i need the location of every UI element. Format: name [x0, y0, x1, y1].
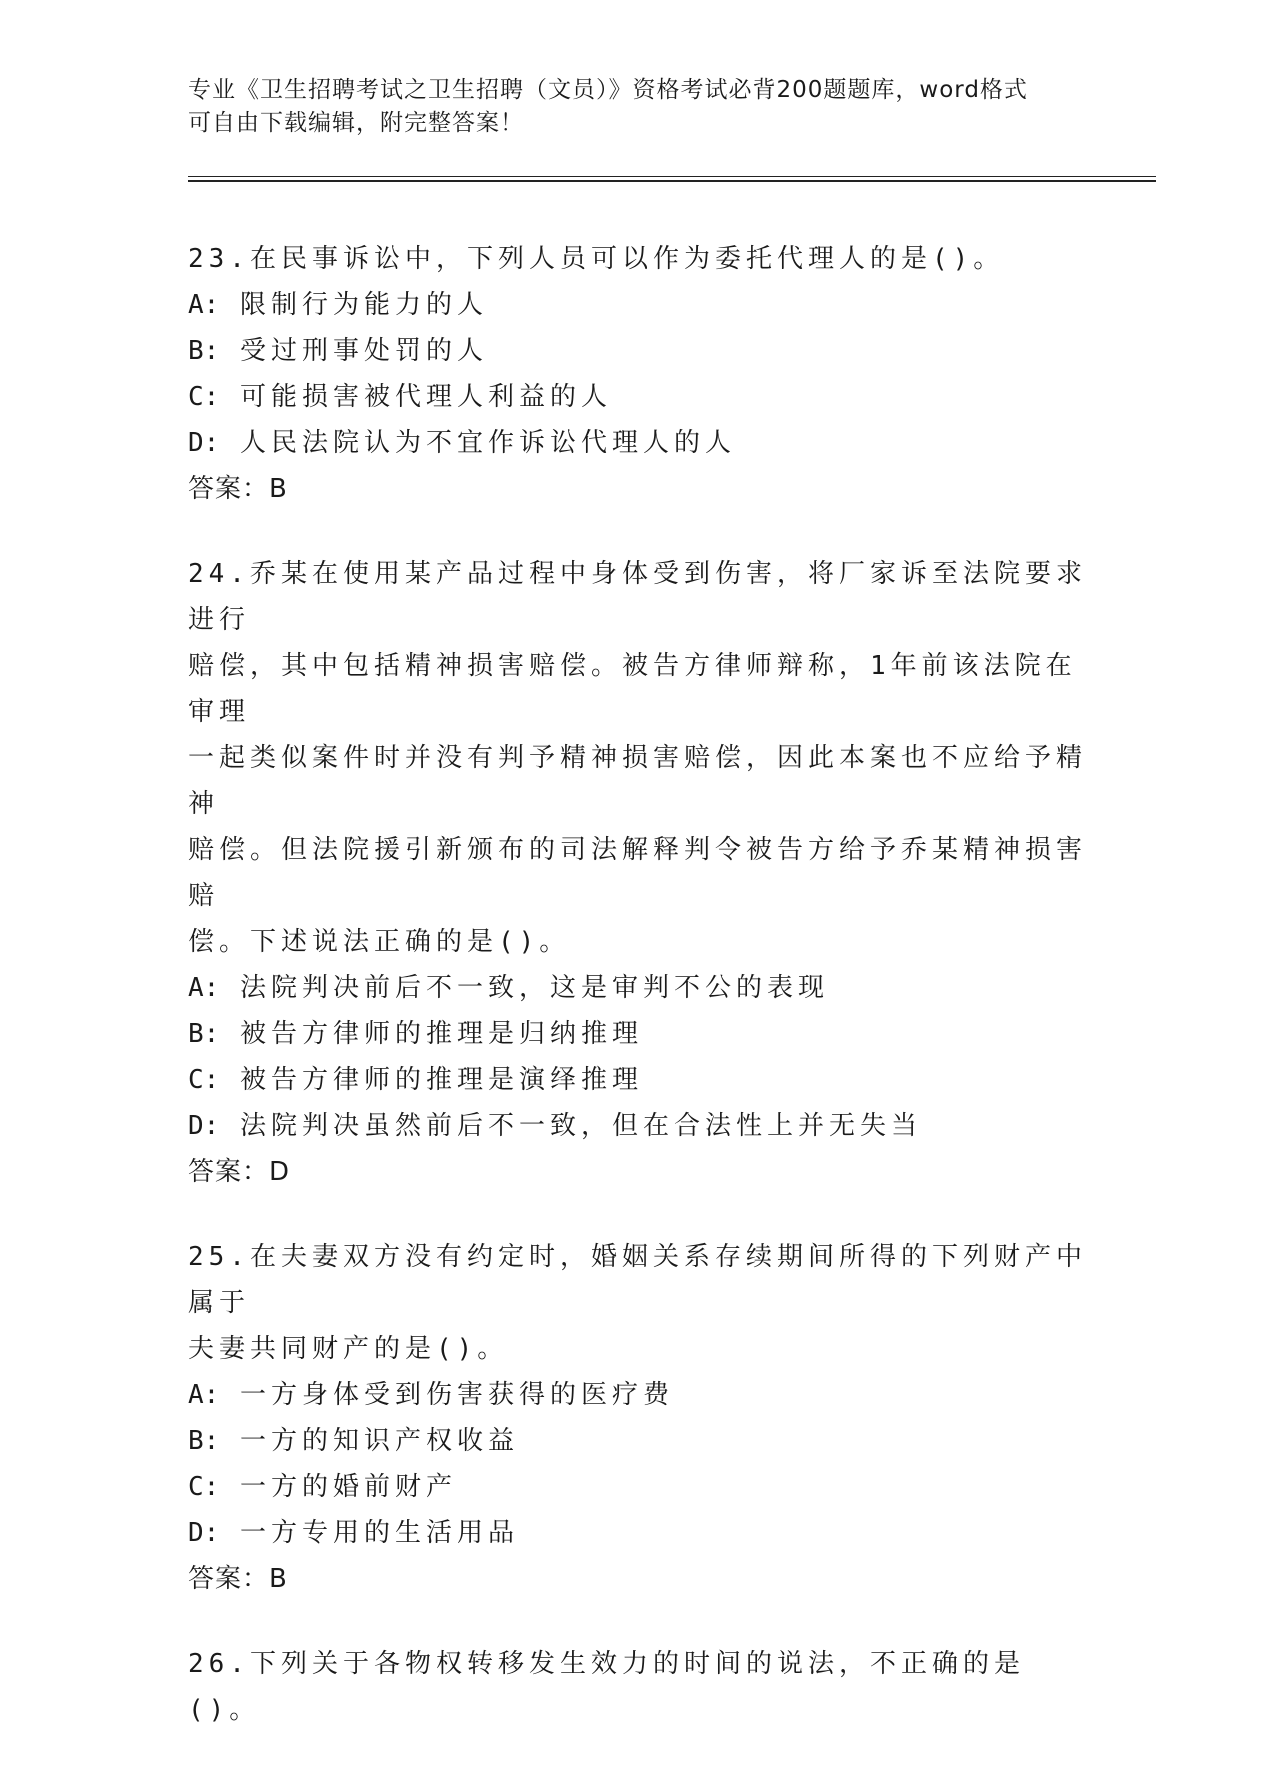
option-text: 法院判决前后不一致，这是审判不公的表现 [239, 973, 829, 1003]
option-a [188, 1372, 1088, 1418]
option-text: 受过刑事处罚的人 [239, 336, 488, 366]
question-26 [188, 1641, 1088, 1733]
option-letter: D: [188, 428, 220, 458]
header-title-line-2: 可自由下载编辑，附完整答案！ [188, 110, 524, 136]
option-text: 一方的婚前财产 [239, 1472, 457, 1502]
option-b [188, 1011, 1088, 1057]
question-list [188, 236, 1088, 1772]
option-d [188, 1510, 1088, 1556]
option-text: 一方专用的生活用品 [239, 1518, 519, 1548]
question-stem-line: 赔偿，其中包括精神损害赔偿。被告方律师辩称，1年前该法院在审理 [188, 651, 1077, 727]
question-stem-line: 偿。下述说法正确的是()。 [188, 927, 571, 957]
question-23 [188, 236, 1088, 512]
option-c [188, 1464, 1088, 1510]
question-stem-line: 赔偿。但法院援引新颁布的司法解释判令被告方给予乔某精神损害赔 [188, 835, 1088, 911]
option-c [188, 1057, 1088, 1103]
option-text: 被告方律师的推理是演绎推理 [239, 1065, 643, 1095]
answer-line: 答案：B [188, 1564, 288, 1594]
option-text: 限制行为能力的人 [239, 290, 488, 320]
option-text: 一方身体受到伤害获得的医疗费 [239, 1380, 674, 1410]
option-text: 一方的知识产权收益 [239, 1426, 519, 1456]
option-text: 可能损害被代理人利益的人 [239, 382, 612, 412]
question-stem-line: 26.下列关于各物权转移发生效力的时间的说法，不正确的是()。 [188, 1649, 1025, 1725]
option-letter: B: [188, 1019, 220, 1049]
question-stem-line: 24.乔某在使用某产品过程中身体受到伤害，将厂家诉至法院要求进行 [188, 559, 1087, 635]
question-stem-line: 25.在夫妻双方没有约定时，婚姻关系存续期间所得的下列财产中属于 [188, 1242, 1087, 1318]
option-letter: C: [188, 382, 220, 412]
option-a [188, 965, 1088, 1011]
answer-line: 答案：B [188, 474, 288, 504]
option-letter: B: [188, 336, 220, 366]
option-letter: D: [188, 1111, 220, 1141]
header-divider-thick [188, 180, 1156, 182]
option-text: 被告方律师的推理是归纳推理 [239, 1019, 643, 1049]
option-letter: B: [188, 1426, 220, 1456]
question-stem-line: 夫妻共同财产的是()。 [188, 1334, 509, 1364]
option-letter: D: [188, 1518, 220, 1548]
header-divider-thin [188, 176, 1156, 177]
option-d [188, 1103, 1088, 1149]
question-24 [188, 551, 1088, 1195]
document-header [188, 74, 1088, 140]
option-b [188, 328, 1088, 374]
header-title-line-1: 专业《卫生招聘考试之卫生招聘（文员）》资格考试必背200题题库，word格式 [188, 77, 1028, 103]
option-letter: A: [188, 290, 220, 320]
option-c [188, 374, 1088, 420]
option-letter: C: [188, 1065, 220, 1095]
question-25 [188, 1234, 1088, 1602]
option-letter: A: [188, 973, 220, 1003]
option-text: 法院判决虽然前后不一致，但在合法性上并无失当 [239, 1111, 922, 1141]
option-letter: A: [188, 1380, 220, 1410]
answer-line: 答案：D [188, 1157, 291, 1187]
question-stem-line: 23.在民事诉讼中，下列人员可以作为委托代理人的是()。 [188, 244, 1005, 274]
option-a [188, 282, 1088, 328]
option-text: 人民法院认为不宜作诉讼代理人的人 [239, 428, 736, 458]
option-b [188, 1418, 1088, 1464]
option-d [188, 420, 1088, 466]
option-letter: C: [188, 1472, 220, 1502]
question-stem-line: 一起类似案件时并没有判予精神损害赔偿，因此本案也不应给予精神 [188, 743, 1088, 819]
